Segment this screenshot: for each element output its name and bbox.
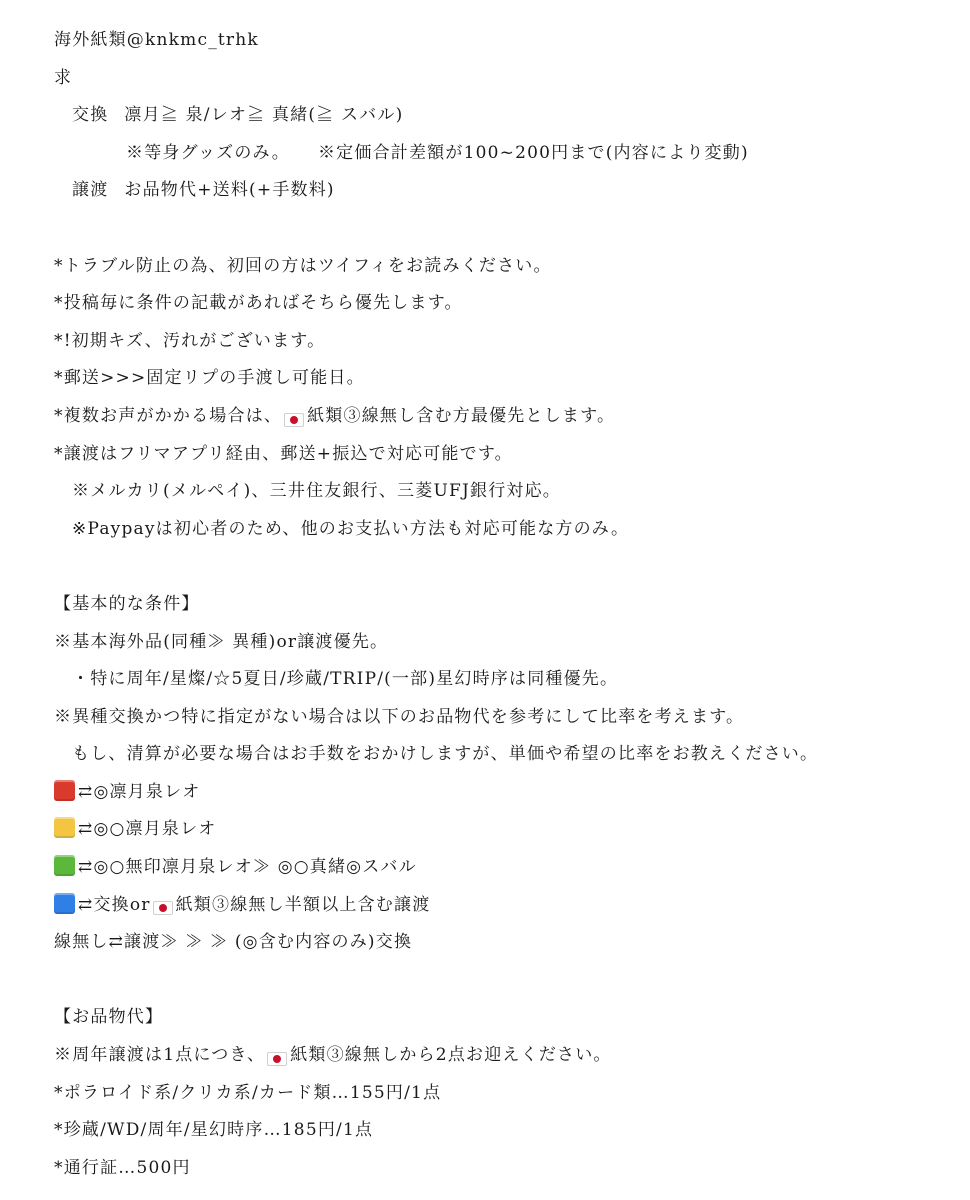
prices-heading	[54, 1005, 954, 1043]
condition-text: もし、清算が必要な場合はお手数をおかけしますが、単価や希望の比率をお教えください。	[72, 744, 819, 765]
basic-condition-line	[54, 667, 954, 705]
spacer	[54, 968, 954, 1006]
price-text: *通行証…500円	[54, 1157, 191, 1178]
note-line	[54, 329, 954, 367]
green-square-icon	[54, 855, 75, 876]
transfer-label: 譲渡	[72, 180, 109, 201]
color-rule-text: ⇄◎○無印凛月泉レオ≫ ◎○真緒◎スバル	[78, 857, 417, 878]
red-square-icon	[54, 780, 75, 801]
exchange-label: 交換	[72, 105, 109, 126]
price-text: *ポラロイド系/クリカ系/カード類…155円/1点	[54, 1082, 442, 1103]
seek-label-text: 求	[54, 67, 73, 88]
basic-condition-line	[54, 705, 954, 743]
note-line	[54, 291, 954, 329]
multi-offer-text-before: *複数お声がかかる場合は、	[54, 405, 283, 426]
color-rule-yellow	[54, 817, 954, 855]
color-rule-red	[54, 780, 954, 818]
payment-text: ※メルカリ(メルペイ)、三井住友銀行、三菱UFJ銀行対応。	[72, 481, 562, 502]
basic-condition-line	[54, 742, 954, 780]
color-rule-text: ⇄◎○凛月泉レオ	[78, 819, 217, 840]
color-rule-green	[54, 855, 954, 893]
exchange-note-a: ※等身グッズのみ。	[126, 142, 290, 163]
exchange-note-b: ※定価合計差額が100~200円まで(内容により変動)	[317, 142, 749, 163]
japan-flag-icon	[267, 1052, 287, 1066]
anniversary-text-after: 紙類③線無しから2点お迎えください。	[290, 1045, 612, 1066]
color-rule-text-after: 紙類③線無し半額以上含む譲渡	[175, 894, 431, 915]
section-heading: 【基本的な条件】	[54, 593, 200, 614]
account-handle	[54, 28, 954, 66]
exchange-row	[54, 103, 954, 141]
color-rule-text-before: ⇄交換or	[78, 894, 151, 915]
price-line	[54, 1156, 954, 1194]
conditions-document	[54, 28, 954, 1193]
condition-text: ※基本海外品(同種≫ 異種)or譲渡優先。	[54, 631, 389, 652]
payment-text: ※Paypayは初心者のため、他のお支払い方法も対応可能な方のみ。	[72, 518, 630, 539]
basic-condition-line	[54, 630, 954, 668]
yellow-square-icon	[54, 817, 75, 838]
color-rule-blue	[54, 893, 954, 931]
note-text: *!初期キズ、汚れがございます。	[54, 330, 326, 351]
spacer	[54, 554, 954, 592]
multi-offer-text-after: 紙類③線無し含む方最優先とします。	[307, 405, 616, 426]
payment-line	[54, 517, 954, 555]
condition-text: ※異種交換かつ特に指定がない場合は以下のお品物代を参考にして比率を考えます。	[54, 706, 745, 727]
payment-line	[54, 442, 954, 480]
japan-flag-icon	[284, 413, 304, 427]
plain-rule-text: 線無し⇄譲渡≫ ≫ ≫ (◎含む内容のみ)交換	[54, 932, 413, 953]
note-text: *トラブル防止の為、初回の方はツイフィをお読みください。	[54, 255, 552, 276]
payment-line	[54, 479, 954, 517]
payment-text: *譲渡はフリマアプリ経由、郵送+振込で対応可能です。	[54, 443, 513, 464]
blue-square-icon	[54, 893, 75, 914]
note-text: *投稿毎に条件の記載があればそちら優先します。	[54, 293, 463, 314]
section-heading: 【お品物代】	[54, 1007, 164, 1028]
color-rule-text: ⇄◎凛月泉レオ	[78, 781, 201, 802]
note-text: *郵送>>>固定リプの手渡し可能日。	[54, 368, 365, 389]
price-line	[54, 1118, 954, 1156]
basic-conditions-heading	[54, 592, 954, 630]
condition-text: ・特に周年/星燦/☆5夏日/珍蔵/TRIP/(一部)星幻時序は同種優先。	[72, 669, 619, 690]
anniversary-price-line	[54, 1043, 954, 1081]
note-line	[54, 366, 954, 404]
price-text: *珍蔵/WD/周年/星幻時序…185円/1点	[54, 1120, 374, 1141]
transfer-text: お品物代+送料(+手数料)	[124, 180, 335, 201]
transfer-row	[54, 178, 954, 216]
price-line	[54, 1081, 954, 1119]
account-handle-text: 海外紙類@knkmc_trhk	[54, 30, 259, 50]
exchange-notes-row	[54, 141, 954, 179]
anniversary-text-before: ※周年譲渡は1点につき、	[54, 1045, 266, 1066]
japan-flag-icon	[153, 901, 173, 915]
plain-rule	[54, 930, 954, 968]
multi-offer-line	[54, 404, 954, 442]
spacer	[54, 216, 954, 254]
note-line	[54, 254, 954, 292]
seek-label	[54, 66, 954, 104]
exchange-text: 凛月≧ 泉/レオ≧ 真緒(≧ スバル)	[124, 105, 404, 126]
